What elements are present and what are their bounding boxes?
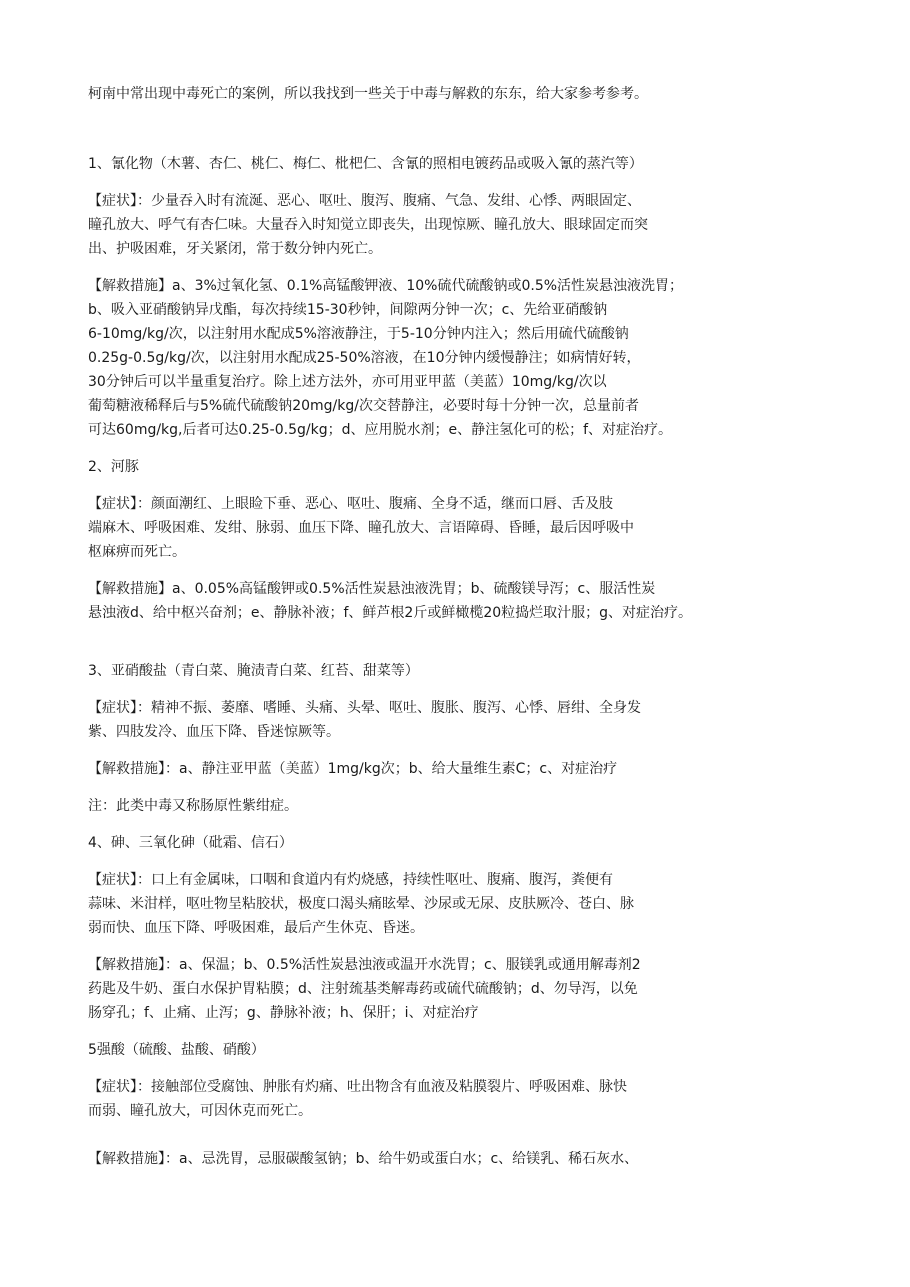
text-line: 【症状】：口上有金属味，口咽和食道内有灼烧感，持续性呕吐、腹痛、腹泻，粪便有 <box>88 872 613 888</box>
text-line: 瞳孔放大、呼气有杏仁味。大量吞入时知觉立即丧失，出现惊厥、瞳孔放大、眼球固定而突 <box>88 217 648 233</box>
text-line: 可达60mg/kg,后者可达0.25-0.5g/kg；d、应用脱水剂；e、静注氢化可的松；f、对症治疗。 <box>88 422 673 438</box>
section-heading: 1、氰化物（木薯、杏仁、桃仁、梅仁、枇杷仁、含氰的照相电镀药品或吸入氰的蒸汽等） <box>88 156 643 172</box>
symptoms-paragraph <box>88 189 888 261</box>
text-line: 【症状】：接触部位受腐蚀、肿胀有灼痛、吐出物含有血液及粘膜裂片、呼吸困难、脉快 <box>88 1079 627 1095</box>
document-page <box>88 82 888 1184</box>
text-line: 【症状】：精神不振、萎靡、嗜睡、头痛、头晕、呕吐、腹胀、腹泻、心悸、唇绀、全身发 <box>88 700 641 716</box>
note-line: 注：此类中毒又称肠原性紫绀症。 <box>88 798 298 814</box>
treatment-paragraph <box>88 577 888 625</box>
symptoms-paragraph <box>88 1075 888 1123</box>
text-line: 【解救措施】：a、保温；b、0.5%活性炭悬浊液或温开水洗胃；c、服镁乳或通用解毒剂2 <box>88 957 641 973</box>
section-heading: 4、砷、三氧化砷（砒霜、信石） <box>88 835 293 851</box>
text-line: 弱而快、血压下降、呼吸困难，最后产生休克、昏迷。 <box>88 920 424 936</box>
symptoms-paragraph <box>88 696 888 744</box>
section-heading: 3、亚硝酸盐（青白菜、腌渍青白菜、红苔、甜菜等） <box>88 663 419 679</box>
text-line: 【症状】：颜面潮红、上眼睑下垂、恶心、呕吐、腹痛、全身不适，继而口唇、舌及肢 <box>88 496 613 512</box>
text-line: 葡萄糖液稀释后与5%硫代硫酸钠20mg/kg/次交替静注，必要时每十分钟一次，总量前者 <box>88 398 639 414</box>
text-line: 肠穿孔；f、止痛、止泻；g、静脉补液；h、保肝；i、对症治疗 <box>88 1005 479 1021</box>
text-line: 0.25g-0.5g/kg/次，以注射用水配成25-50%溶液，在10分钟内缓慢静注；如病情好转， <box>88 350 641 366</box>
text-line: 【解救措施】a、3%过氧化氢、0.1%高锰酸钾液、10%硫代硫酸钠或0.5%活性炭悬浊液洗胃； <box>88 278 684 294</box>
treatment-paragraph <box>88 274 888 442</box>
text-line: 而弱、瞳孔放大，可因休克而死亡。 <box>88 1103 312 1119</box>
intro-paragraph: 柯南中常出现中毒死亡的案例，所以我找到一些关于中毒与解救的东东，给大家参考参考。 <box>88 86 648 102</box>
text-line: b、吸入亚硝酸钠异戊酯，每次持续15-30秒钟，间隙两分钟一次；c、先给亚硝酸钠 <box>88 302 608 318</box>
symptoms-paragraph <box>88 868 888 940</box>
text-line: 【解救措施】：a、忌洗胃，忌服碳酸氢钠；b、给牛奶或蛋白水；c、给镁乳、稀石灰水、 <box>88 1151 639 1167</box>
section-heading: 2、河豚 <box>88 459 139 475</box>
text-line: 悬浊液d、给中枢兴奋剂；e、静脉补液；f、鲜芦根2斤或鲜橄榄20粒捣烂取汁服；g、对症治疗。 <box>88 605 693 621</box>
text-line: 【解救措施】：a、静注亚甲蓝（美蓝）1mg/kg次；b、给大量维生素C；c、对症治疗 <box>88 761 618 777</box>
text-line: 紫、四肢发冷、血压下降、昏迷惊厥等。 <box>88 724 340 740</box>
symptoms-paragraph <box>88 492 888 564</box>
text-line: 【解救措施】a、0.05%高锰酸钾或0.5%活性炭悬浊液洗胃；b、硫酸镁导泻；c、服活性炭 <box>88 581 656 597</box>
section-heading: 5强酸（硫酸、盐酸、硝酸） <box>88 1042 265 1058</box>
treatment-paragraph <box>88 757 888 781</box>
text-line: 蒜味、米泔样，呕吐物呈粘胶状，极度口渴头痛眩晕、沙尿或无尿、皮肤厥冷、苍白、脉 <box>88 896 634 912</box>
treatment-paragraph <box>88 953 888 1025</box>
text-line: 30分钟后可以半量重复治疗。除上述方法外，亦可用亚甲蓝（美蓝）10mg/kg/次以 <box>88 374 607 390</box>
text-line: 6-10mg/kg/次，以注射用水配成5%溶液静注，于5-10分钟内注入；然后用硫代硫酸钠 <box>88 326 629 342</box>
text-line: 端麻木、呼吸困难、发绀、脉弱、血压下降、瞳孔放大、言语障碍、昏睡，最后因呼吸中 <box>88 520 634 536</box>
treatment-paragraph <box>88 1147 888 1171</box>
text-line: 药匙及牛奶、蛋白水保护胃粘膜；d、注射巯基类解毒药或硫代硫酸钠；d、勿导泻，以免 <box>88 981 638 997</box>
text-line: 【症状】：少量吞入时有流涎、恶心、呕吐、腹泻、腹痛、气急、发绀、心悸、两眼固定、 <box>88 193 641 209</box>
text-line: 出、护吸困难，牙关紧闭，常于数分钟内死亡。 <box>88 241 382 257</box>
text-line: 枢麻痹而死亡。 <box>88 544 186 560</box>
